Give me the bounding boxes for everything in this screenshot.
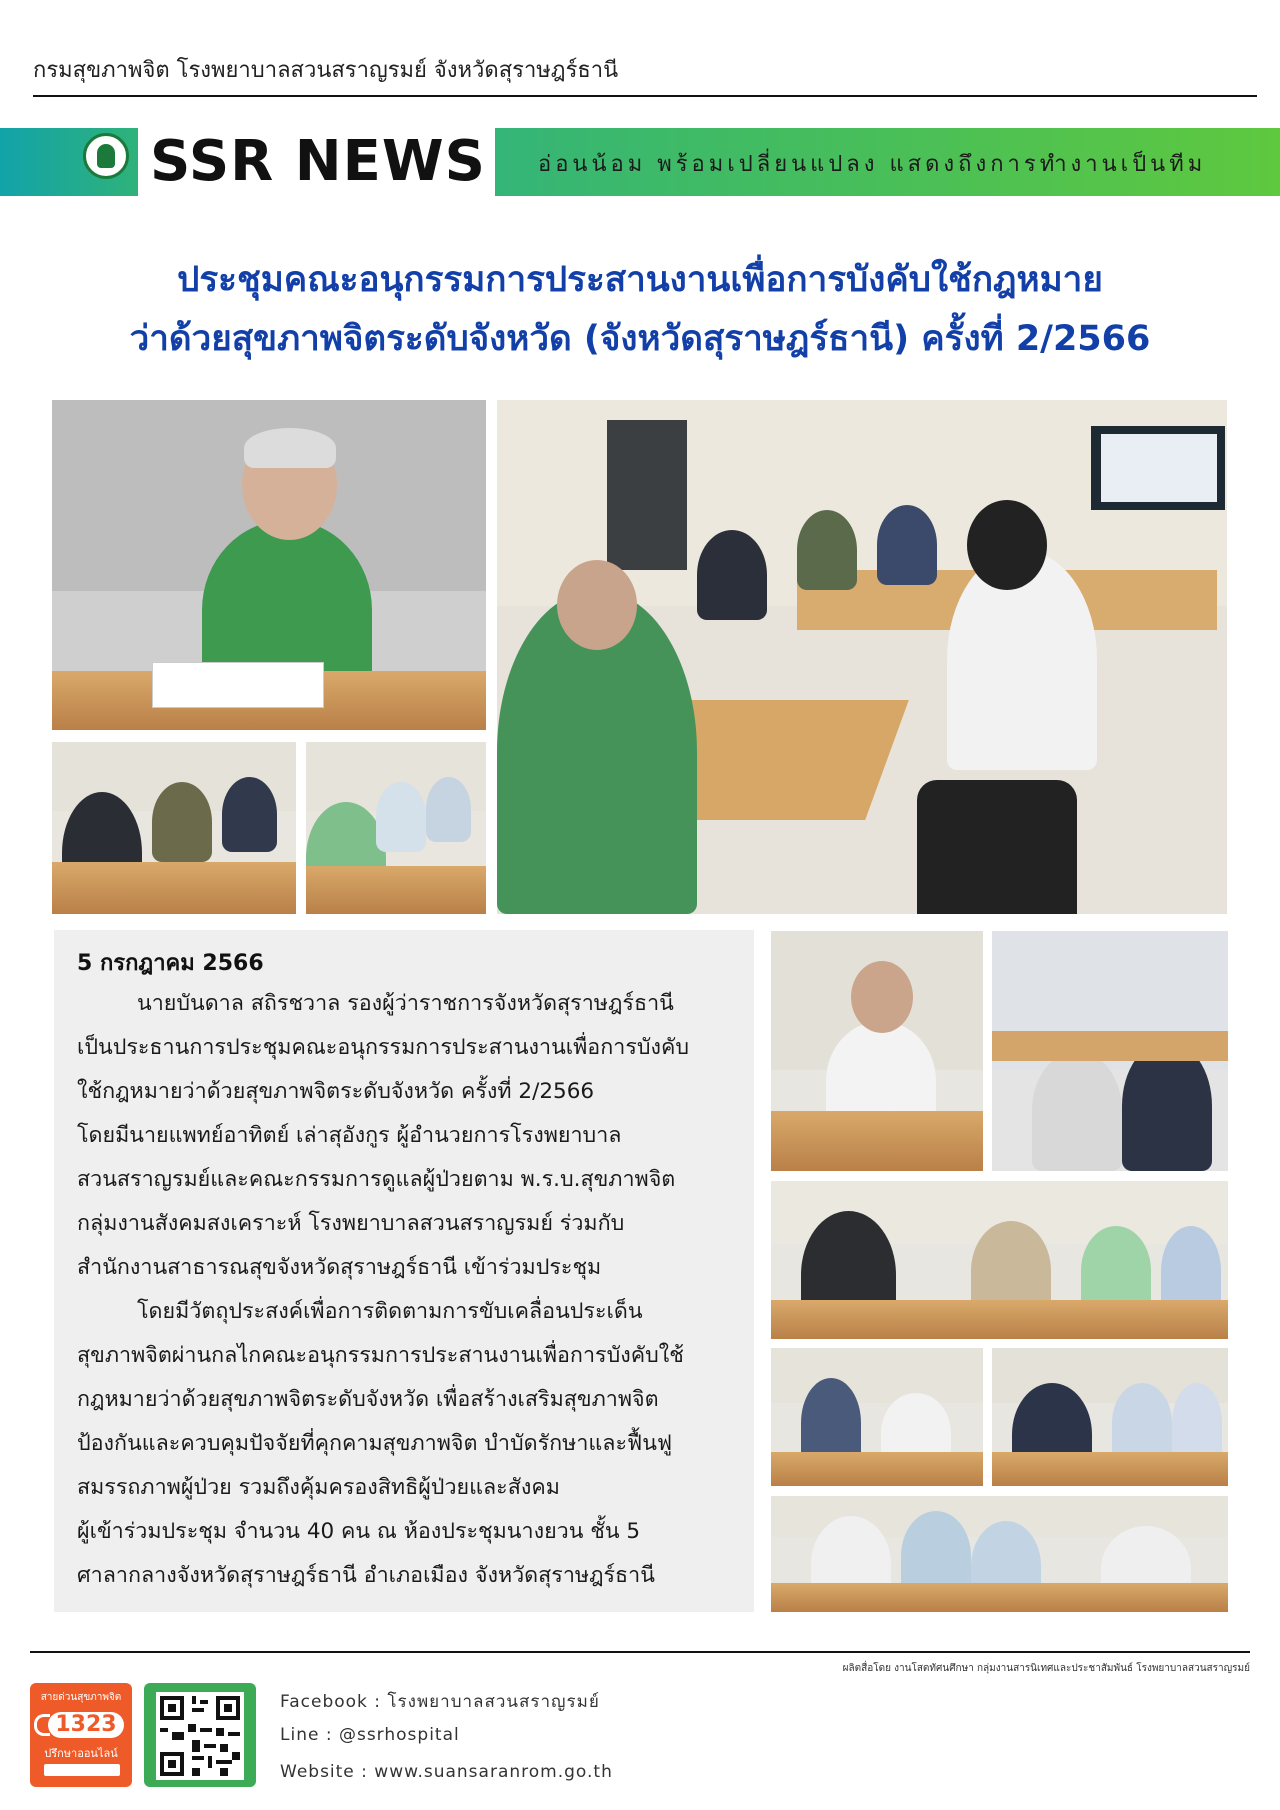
article-line: กลุ่มงานสังคมสงเคราะห์ โรงพยาบาลสวนสราญรมย์ ร่วมกับ xyxy=(77,1211,625,1236)
article-line: โดยมีวัตถุประสงค์เพื่อการติดตามการขับเคลื่อนประเด็น xyxy=(137,1299,643,1324)
article-line: ใช้กฎหมายว่าด้วยสุขภาพจิตระดับจังหวัด ครั้งที่ 2/2566 xyxy=(77,1079,595,1104)
organization-name: กรมสุขภาพจิต โรงพยาบาลสวนสราญรมย์ จังหวัดสุราษฎร์ธานี xyxy=(33,58,619,83)
footer-divider xyxy=(30,1651,1250,1653)
article-line: ป้องกันและควบคุมปัจจัยที่คุกคามสุขภาพจิต บำบัดรักษาและฟื้นฟู xyxy=(77,1431,673,1456)
facebook-contact[interactable]: Facebook : โรงพยาบาลสวนสราญรมย์ xyxy=(280,1692,600,1712)
photo-meeting-left-1 xyxy=(52,742,296,914)
production-credit: ผลิตสื่อโดย งานโสตทัศนศึกษา กลุ่มงานสารนิเทศและประชาสัมพันธ์ โรงพยาบาลสวนสราญรมย์ xyxy=(842,1663,1250,1674)
photo-meeting-right-5 xyxy=(992,1348,1228,1486)
hotline-label: สายด่วนสุขภาพจิต xyxy=(40,1692,122,1703)
banner-slogan: อ่อนน้อม พร้อมเปลี่ยนแปลง แสดงถึงการทำงานเป็นทีม xyxy=(538,152,1207,177)
article-line: ศาลากลางจังหวัดสุราษฎร์ธานี อำเภอเมือง จังหวัดสุราษฎร์ธานี xyxy=(77,1563,655,1588)
logo-caption xyxy=(80,181,134,191)
photo-meeting-wide xyxy=(497,400,1227,914)
article-line: นายบันดาล สถิรชวาล รองผู้ว่าราชการจังหวัดสุราษฎร์ธานี xyxy=(137,991,674,1016)
photo-meeting-right-1 xyxy=(771,931,983,1171)
facebook-strip-icon xyxy=(44,1764,120,1776)
hotline-sub: ปรึกษาออนไลน์ xyxy=(44,1747,118,1760)
brand-title: SSR NEWS xyxy=(150,129,486,194)
article-line: สวนสราญรมย์และคณะกรรมการดูแลผู้ป่วยตาม พ.ร.บ.สุขภาพจิต xyxy=(77,1167,676,1192)
article-line: สมรรถภาพผู้ป่วย รวมถึงคุ้มครองสิทธิผู้ป่วยและสังคม xyxy=(77,1475,560,1500)
photo-meeting-right-6 xyxy=(771,1496,1228,1612)
article-line: กฎหมายว่าด้วยสุขภาพจิตระดับจังหวัด เพื่อสร้างเสริมสุขภาพจิต xyxy=(77,1387,659,1412)
qr-code-icon[interactable] xyxy=(156,1692,244,1780)
article-line: โดยมีนายแพทย์อาทิตย์ เล่าสุอังกูร ผู้อำนวยการโรงพยาบาล xyxy=(77,1123,622,1148)
article-title-line-2: ว่าด้วยสุขภาพจิตระดับจังหวัด (จังหวัดสุราษฎร์ธานี) ครั้งที่ 2/2566 xyxy=(129,319,1151,359)
department-logo-icon xyxy=(83,133,129,179)
photo-chairman xyxy=(52,400,486,730)
header-divider xyxy=(33,95,1257,97)
article-date: 5 กรกฎาคม 2566 xyxy=(77,951,264,976)
photo-meeting-right-3 xyxy=(771,1181,1228,1339)
article-line: สำนักงานสาธารณสุขจังหวัดสุราษฎร์ธานี เข้าร่วมประชุม xyxy=(77,1255,602,1280)
website-link[interactable]: Website : www.suansaranrom.go.th xyxy=(280,1762,613,1782)
photo-meeting-right-2 xyxy=(992,931,1228,1171)
article-title-line-1: ประชุมคณะอนุกรรมการประสานงานเพื่อการบังคับใช้กฎหมาย xyxy=(177,260,1103,300)
article-line: เป็นประธานการประชุมคณะอนุกรรมการประสานงานเพื่อการบังคับ xyxy=(77,1035,690,1060)
article-line: สุขภาพจิตผ่านกลไกคณะอนุกรรมการประสานงานเพื่อการบังคับใช้ xyxy=(77,1343,684,1368)
article-line: ผู้เข้าร่วมประชุม จำนวน 40 คน ณ ห้องประชุมนางยวน ชั้น 5 xyxy=(77,1519,641,1544)
photo-meeting-right-4 xyxy=(771,1348,983,1486)
photo-meeting-left-2 xyxy=(306,742,486,914)
line-contact[interactable]: Line : @ssrhospital xyxy=(280,1725,460,1745)
hotline-number: 1323 xyxy=(48,1712,124,1738)
